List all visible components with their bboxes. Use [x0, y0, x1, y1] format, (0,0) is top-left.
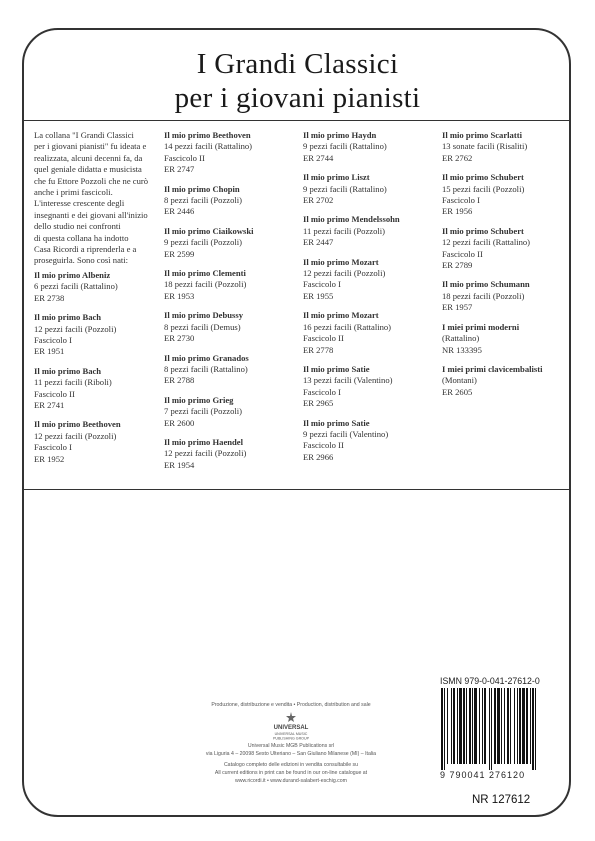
entry-detail: 11 pezzi facili (Pozzoli): [303, 225, 386, 236]
content-divider: [24, 489, 571, 490]
entry-detail: 12 pezzi facili (Pozzoli): [303, 268, 386, 279]
entry-detail: 12 pezzi facili (Pozzoli): [34, 430, 117, 441]
intro-line: insegnanti e dei giovani all'inizio: [34, 209, 148, 220]
catalog-entry: [164, 353, 254, 387]
entry-detail: ER 2747: [164, 164, 195, 175]
catalog-entry: [164, 184, 254, 218]
entry-detail: 12 pezzi facili (Rattalino): [442, 237, 531, 248]
entry-detail: 16 pezzi facili (Rattalino): [303, 321, 392, 332]
intro-line: di questa collana ha indotto: [34, 232, 129, 243]
entry-title: Il mio primo Albeniz: [34, 270, 111, 280]
entry-title: Il mio primo Mozart: [303, 310, 379, 321]
entry-title: I miei primi clavicembalisti: [442, 363, 543, 374]
title-line-2: per i giovani pianisti: [174, 82, 421, 114]
entry-title: I miei primi moderni: [442, 321, 520, 332]
entry-detail: 8 pezzi facili (Pozzoli): [164, 195, 243, 206]
entry-detail: 15 pezzi facili (Pozzoli): [442, 183, 525, 194]
catalog-column-2: [164, 130, 254, 479]
entry-detail: ER 2778: [303, 344, 334, 355]
entry-detail: ER 2965: [303, 398, 334, 409]
entry-detail: ER 2702: [303, 195, 334, 206]
entry-detail: Fascicolo I: [442, 195, 480, 206]
catalog-entry: [164, 437, 254, 471]
entry-detail: ER 2599: [164, 248, 195, 259]
entry-detail: ER 2966: [303, 451, 334, 462]
entry-detail: ER 2446: [164, 206, 195, 217]
entry-detail: ER 1951: [34, 346, 65, 357]
entry-detail: ER 2788: [164, 375, 195, 386]
entry-detail: Fascicolo I: [303, 386, 341, 397]
catalog-entry: [303, 364, 400, 410]
entry-detail: 7 pezzi facili (Pozzoli): [164, 406, 243, 417]
entry-detail: (Montani): [442, 375, 477, 386]
catalog-entry: [34, 270, 121, 304]
catalog-entry: [164, 130, 254, 176]
entry-detail: 8 pezzi facili (Demus): [164, 321, 241, 332]
entry-detail: ER 2447: [303, 237, 334, 248]
catalog-entry: [34, 312, 121, 358]
entry-detail: ER 2741: [34, 400, 65, 411]
svg-text:UNIVERSAL MUSIC: UNIVERSAL MUSIC: [274, 732, 308, 736]
catalog-note-it: Catalogo completo delle edizioni in vendita consultabile su: [223, 762, 359, 768]
entry-detail: Fascicolo II: [303, 333, 344, 344]
entry-detail: 9 pezzi facili (Valentino): [303, 428, 389, 439]
entry-detail: ER 1952: [34, 453, 65, 464]
title-divider: [24, 120, 571, 121]
universal-logo-icon: [261, 711, 321, 741]
intro-line: quel geniale didatta e musicista: [34, 164, 142, 175]
entry-title: Il mio primo Scarlatti: [442, 130, 522, 140]
entry-detail: ER 1956: [442, 206, 473, 217]
entry-detail: Fascicolo II: [303, 440, 344, 451]
entry-detail: 9 pezzi facili (Pozzoli): [164, 237, 243, 248]
entry-title: Il mio primo Grieg: [164, 394, 234, 405]
catalog-entry: [303, 257, 400, 303]
entry-title: Il mio primo Chopin: [164, 183, 240, 194]
entry-title: Il mio primo Haendel: [164, 436, 244, 447]
entry-detail: 12 pezzi facili (Pozzoli): [34, 323, 117, 334]
websites[interactable]: www.ricordi.it • www.durand-salabert-eschig.com: [235, 778, 347, 784]
intro-line: per i giovani pianisti" fu ideata e: [34, 141, 147, 152]
intro-line: La collana "I Grandi Classici: [34, 130, 134, 140]
title-block: [0, 47, 595, 115]
catalog-entry: [34, 366, 121, 412]
entry-detail: 18 pezzi facili (Pozzoli): [442, 290, 525, 301]
catalog-entry: [303, 214, 400, 248]
entry-detail: (Rattalino): [442, 333, 480, 344]
entry-detail: 11 pezzi facili (Riboli): [34, 377, 112, 388]
entry-title: Il mio primo Satie: [303, 417, 370, 428]
intro-line: L'interesse crescente degli: [34, 198, 125, 209]
entry-detail: Fascicolo II: [34, 388, 75, 399]
catalog-entry: [442, 322, 542, 356]
intro-line: anche i primi fascicoli.: [34, 187, 113, 198]
intro-text: [34, 130, 152, 267]
entry-detail: Fascicolo I: [34, 442, 72, 453]
intro-line: proseguirla. Sono così nati:: [34, 255, 129, 266]
entry-title: Il mio primo Schubert: [442, 225, 524, 236]
catalog-entry: [164, 310, 254, 344]
svg-text:PUBLISHING GROUP: PUBLISHING GROUP: [273, 736, 309, 741]
catalog-entry: [442, 172, 542, 218]
catalog-entry: [164, 226, 254, 260]
entry-detail: ER 1957: [442, 302, 473, 313]
catalog-entry: [442, 279, 542, 313]
entry-title: Il mio primo Debussy: [164, 310, 244, 321]
entry-title: Il mio primo Schumann: [442, 279, 530, 290]
entry-title: Il mio primo Liszt: [303, 172, 370, 183]
entry-detail: 18 pezzi facili (Pozzoli): [164, 279, 247, 290]
entry-detail: 13 sonate facili (Risaliti): [442, 141, 528, 152]
entry-detail: ER 2762: [442, 152, 473, 163]
entry-title: Il mio primo Clementi: [164, 268, 246, 279]
entry-detail: ER 2738: [34, 292, 65, 303]
publisher-name: Universal Music MGB Publications srl: [247, 743, 335, 749]
catalog-entry: [303, 310, 400, 356]
catalog-entry: [442, 130, 542, 164]
entry-detail: 9 pezzi facili (Rattalino): [303, 141, 387, 152]
entry-title: Il mio primo Beethoven: [34, 419, 121, 430]
catalog-entry: [442, 364, 542, 398]
entry-detail: ER 2744: [303, 152, 334, 163]
barcode-block: [440, 676, 568, 780]
entry-title: Il mio primo Satie: [303, 363, 370, 374]
catalog-column-3: [303, 130, 400, 471]
entry-title: Il mio primo Granados: [164, 352, 249, 363]
publisher-footer: [150, 701, 432, 785]
entry-title: Il mio primo Schubert: [442, 172, 524, 183]
entry-detail: ER 2605: [442, 386, 473, 397]
intro-line: che fu Ettore Pozzoli che ne curò: [34, 175, 149, 186]
entry-title: Il mio primo Beethoven: [164, 130, 251, 140]
entry-detail: 13 pezzi facili (Valentino): [303, 375, 393, 386]
catalog-entry: [442, 226, 542, 272]
barcode-icon: [440, 688, 562, 770]
entry-detail: ER 1953: [164, 290, 195, 301]
barcode-digits: 9 790041 276120: [440, 770, 526, 780]
entry-detail: Fascicolo I: [303, 279, 341, 290]
entry-detail: 9 pezzi facili (Rattalino): [303, 183, 387, 194]
catalog-column-1: [34, 270, 121, 473]
catalog-entry: [164, 395, 254, 429]
entry-title: Il mio primo Mozart: [303, 256, 379, 267]
entry-detail: 14 pezzi facili (Rattalino): [164, 141, 253, 152]
catalog-entry: [303, 172, 400, 206]
entry-detail: ER 2600: [164, 417, 195, 428]
catalog-entry: [303, 130, 400, 164]
intro-line: dello studio nei confronti: [34, 221, 121, 232]
entry-detail: Fascicolo II: [164, 152, 205, 163]
title-line-1: I Grandi Classici: [196, 48, 399, 80]
catalog-number: NR 127612: [472, 794, 531, 806]
entry-title: Il mio primo Haydn: [303, 130, 377, 140]
intro-line: Casa Ricordi a riprenderla e a: [34, 244, 137, 255]
catalog-note-en: All current editions in print can be found in our on-line catalogue at: [214, 770, 368, 776]
entry-detail: Fascicolo I: [34, 335, 72, 346]
entry-detail: 8 pezzi facili (Rattalino): [164, 363, 248, 374]
entry-detail: ER 1955: [303, 290, 334, 301]
entry-title: Il mio primo Bach: [34, 312, 102, 323]
entry-detail: 12 pezzi facili (Pozzoli): [164, 448, 247, 459]
svg-text:UNIVERSAL: UNIVERSAL: [273, 725, 309, 731]
publisher-address: via Liguria 4 – 20098 Sesto Ulteriano – San Giuliano Milanese (MI) – Italia: [205, 751, 377, 757]
catalog-entry: [303, 418, 400, 464]
entry-detail: Fascicolo II: [442, 248, 483, 259]
intro-line: realizzata, alcuni decenni fa, da: [34, 152, 143, 163]
ismn-number: ISMN 979-0-041-27612-0: [440, 676, 540, 686]
entry-title: Il mio primo Mendelssohn: [303, 214, 400, 225]
entry-detail: ER 2789: [442, 260, 473, 271]
entry-detail: NR 133395: [442, 344, 482, 355]
entry-detail: ER 1954: [164, 459, 195, 470]
catalog-entry: [164, 268, 254, 302]
entry-detail: ER 2730: [164, 333, 195, 344]
catalog-entry: [34, 419, 121, 465]
production-note: Produzione, distribuzione e vendita • Production, distribution and sale: [211, 702, 371, 708]
catalog-column-4: [442, 130, 542, 406]
entry-detail: 6 pezzi facili (Rattalino): [34, 281, 118, 292]
entry-title: Il mio primo Bach: [34, 365, 102, 376]
entry-title: Il mio primo Ciaikowski: [164, 225, 254, 236]
